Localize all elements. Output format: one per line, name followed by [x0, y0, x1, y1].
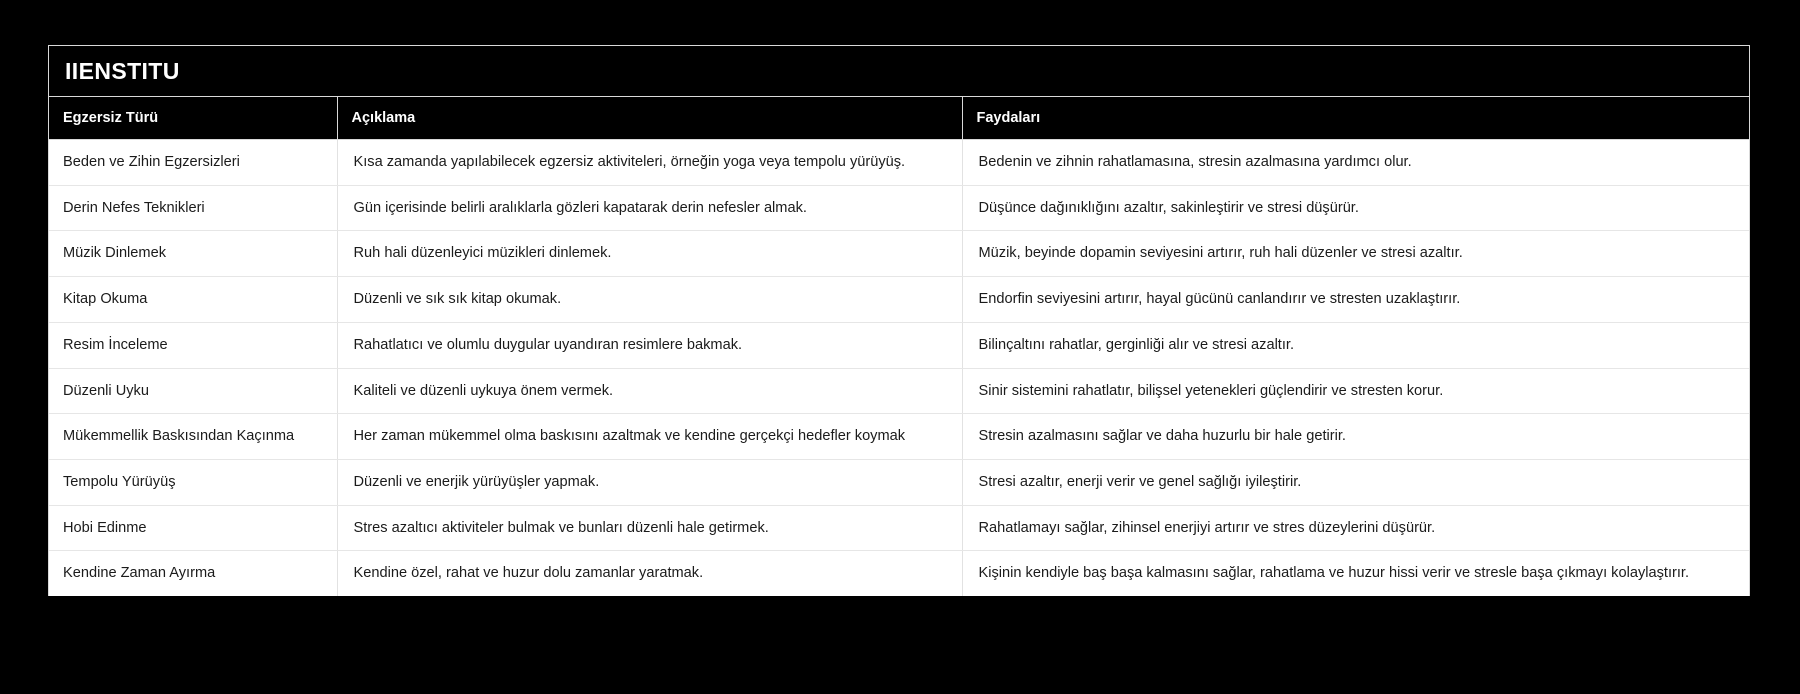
- table-row: [49, 368, 1749, 414]
- cell-description: Stres azaltıcı aktiviteler bulmak ve bunları düzenli hale getirmek.: [337, 505, 962, 551]
- cell-description: Kendine özel, rahat ve huzur dolu zamanlar yaratmak.: [337, 551, 962, 596]
- column-header-exercise-type: Egzersiz Türü: [49, 97, 337, 140]
- cell-benefit: Stresin azalmasını sağlar ve daha huzurlu bir hale getirir.: [962, 414, 1749, 460]
- cell-exercise-type: Resim İnceleme: [49, 322, 337, 368]
- stress-relief-table-card: [48, 45, 1750, 596]
- brand-title: IIENSTITU: [65, 57, 180, 84]
- cell-description: Düzenli ve enerjik yürüyüşler yapmak.: [337, 460, 962, 506]
- cell-description: Gün içerisinde belirli aralıklarla gözleri kapatarak derin nefesler almak.: [337, 185, 962, 231]
- stress-relief-table: [49, 97, 1749, 596]
- table-body: [49, 140, 1749, 597]
- table-row: [49, 414, 1749, 460]
- cell-benefit: Bilinçaltını rahatlar, gerginliği alır ve stresi azaltır.: [962, 322, 1749, 368]
- cell-benefit: Düşünce dağınıklığını azaltır, sakinleştirir ve stresi düşürür.: [962, 185, 1749, 231]
- column-header-benefits: Faydaları: [962, 97, 1749, 140]
- cell-exercise-type: Kitap Okuma: [49, 277, 337, 323]
- table-row: [49, 460, 1749, 506]
- cell-exercise-type: Tempolu Yürüyüş: [49, 460, 337, 506]
- table-row: [49, 231, 1749, 277]
- cell-benefit: Stresi azaltır, enerji verir ve genel sağlığı iyileştirir.: [962, 460, 1749, 506]
- brand-header: [49, 46, 1749, 97]
- cell-description: Her zaman mükemmel olma baskısını azaltmak ve kendine gerçekçi hedefler koymak: [337, 414, 962, 460]
- table-row: [49, 277, 1749, 323]
- table-row: [49, 185, 1749, 231]
- cell-benefit: Endorfin seviyesini artırır, hayal gücünü canlandırır ve stresten uzaklaştırır.: [962, 277, 1749, 323]
- table-header-row: [49, 97, 1749, 140]
- column-header-description: Açıklama: [337, 97, 962, 140]
- cell-exercise-type: Derin Nefes Teknikleri: [49, 185, 337, 231]
- cell-exercise-type: Kendine Zaman Ayırma: [49, 551, 337, 596]
- cell-benefit: Sinir sistemini rahatlatır, bilişsel yetenekleri güçlendirir ve stresten korur.: [962, 368, 1749, 414]
- cell-exercise-type: Düzenli Uyku: [49, 368, 337, 414]
- table-row: [49, 505, 1749, 551]
- cell-benefit: Rahatlamayı sağlar, zihinsel enerjiyi artırır ve stres düzeylerini düşürür.: [962, 505, 1749, 551]
- cell-exercise-type: Beden ve Zihin Egzersizleri: [49, 140, 337, 186]
- cell-exercise-type: Hobi Edinme: [49, 505, 337, 551]
- cell-exercise-type: Mükemmellik Baskısından Kaçınma: [49, 414, 337, 460]
- cell-benefit: Müzik, beyinde dopamin seviyesini artırır, ruh hali düzenler ve stresi azaltır.: [962, 231, 1749, 277]
- cell-description: Kısa zamanda yapılabilecek egzersiz aktiviteleri, örneğin yoga veya tempolu yürüyüş.: [337, 140, 962, 186]
- table-row: [49, 140, 1749, 186]
- cell-benefit: Bedenin ve zihnin rahatlamasına, stresin azalmasına yardımcı olur.: [962, 140, 1749, 186]
- table-row: [49, 551, 1749, 596]
- cell-description: Kaliteli ve düzenli uykuya önem vermek.: [337, 368, 962, 414]
- cell-description: Rahatlatıcı ve olumlu duygular uyandıran resimlere bakmak.: [337, 322, 962, 368]
- cell-description: Düzenli ve sık sık kitap okumak.: [337, 277, 962, 323]
- cell-exercise-type: Müzik Dinlemek: [49, 231, 337, 277]
- cell-description: Ruh hali düzenleyici müzikleri dinlemek.: [337, 231, 962, 277]
- table-header: [49, 97, 1749, 140]
- cell-benefit: Kişinin kendiyle baş başa kalmasını sağlar, rahatlama ve huzur hissi verir ve stresle başa çıkmayı kolaylaştırır.: [962, 551, 1749, 596]
- table-row: [49, 322, 1749, 368]
